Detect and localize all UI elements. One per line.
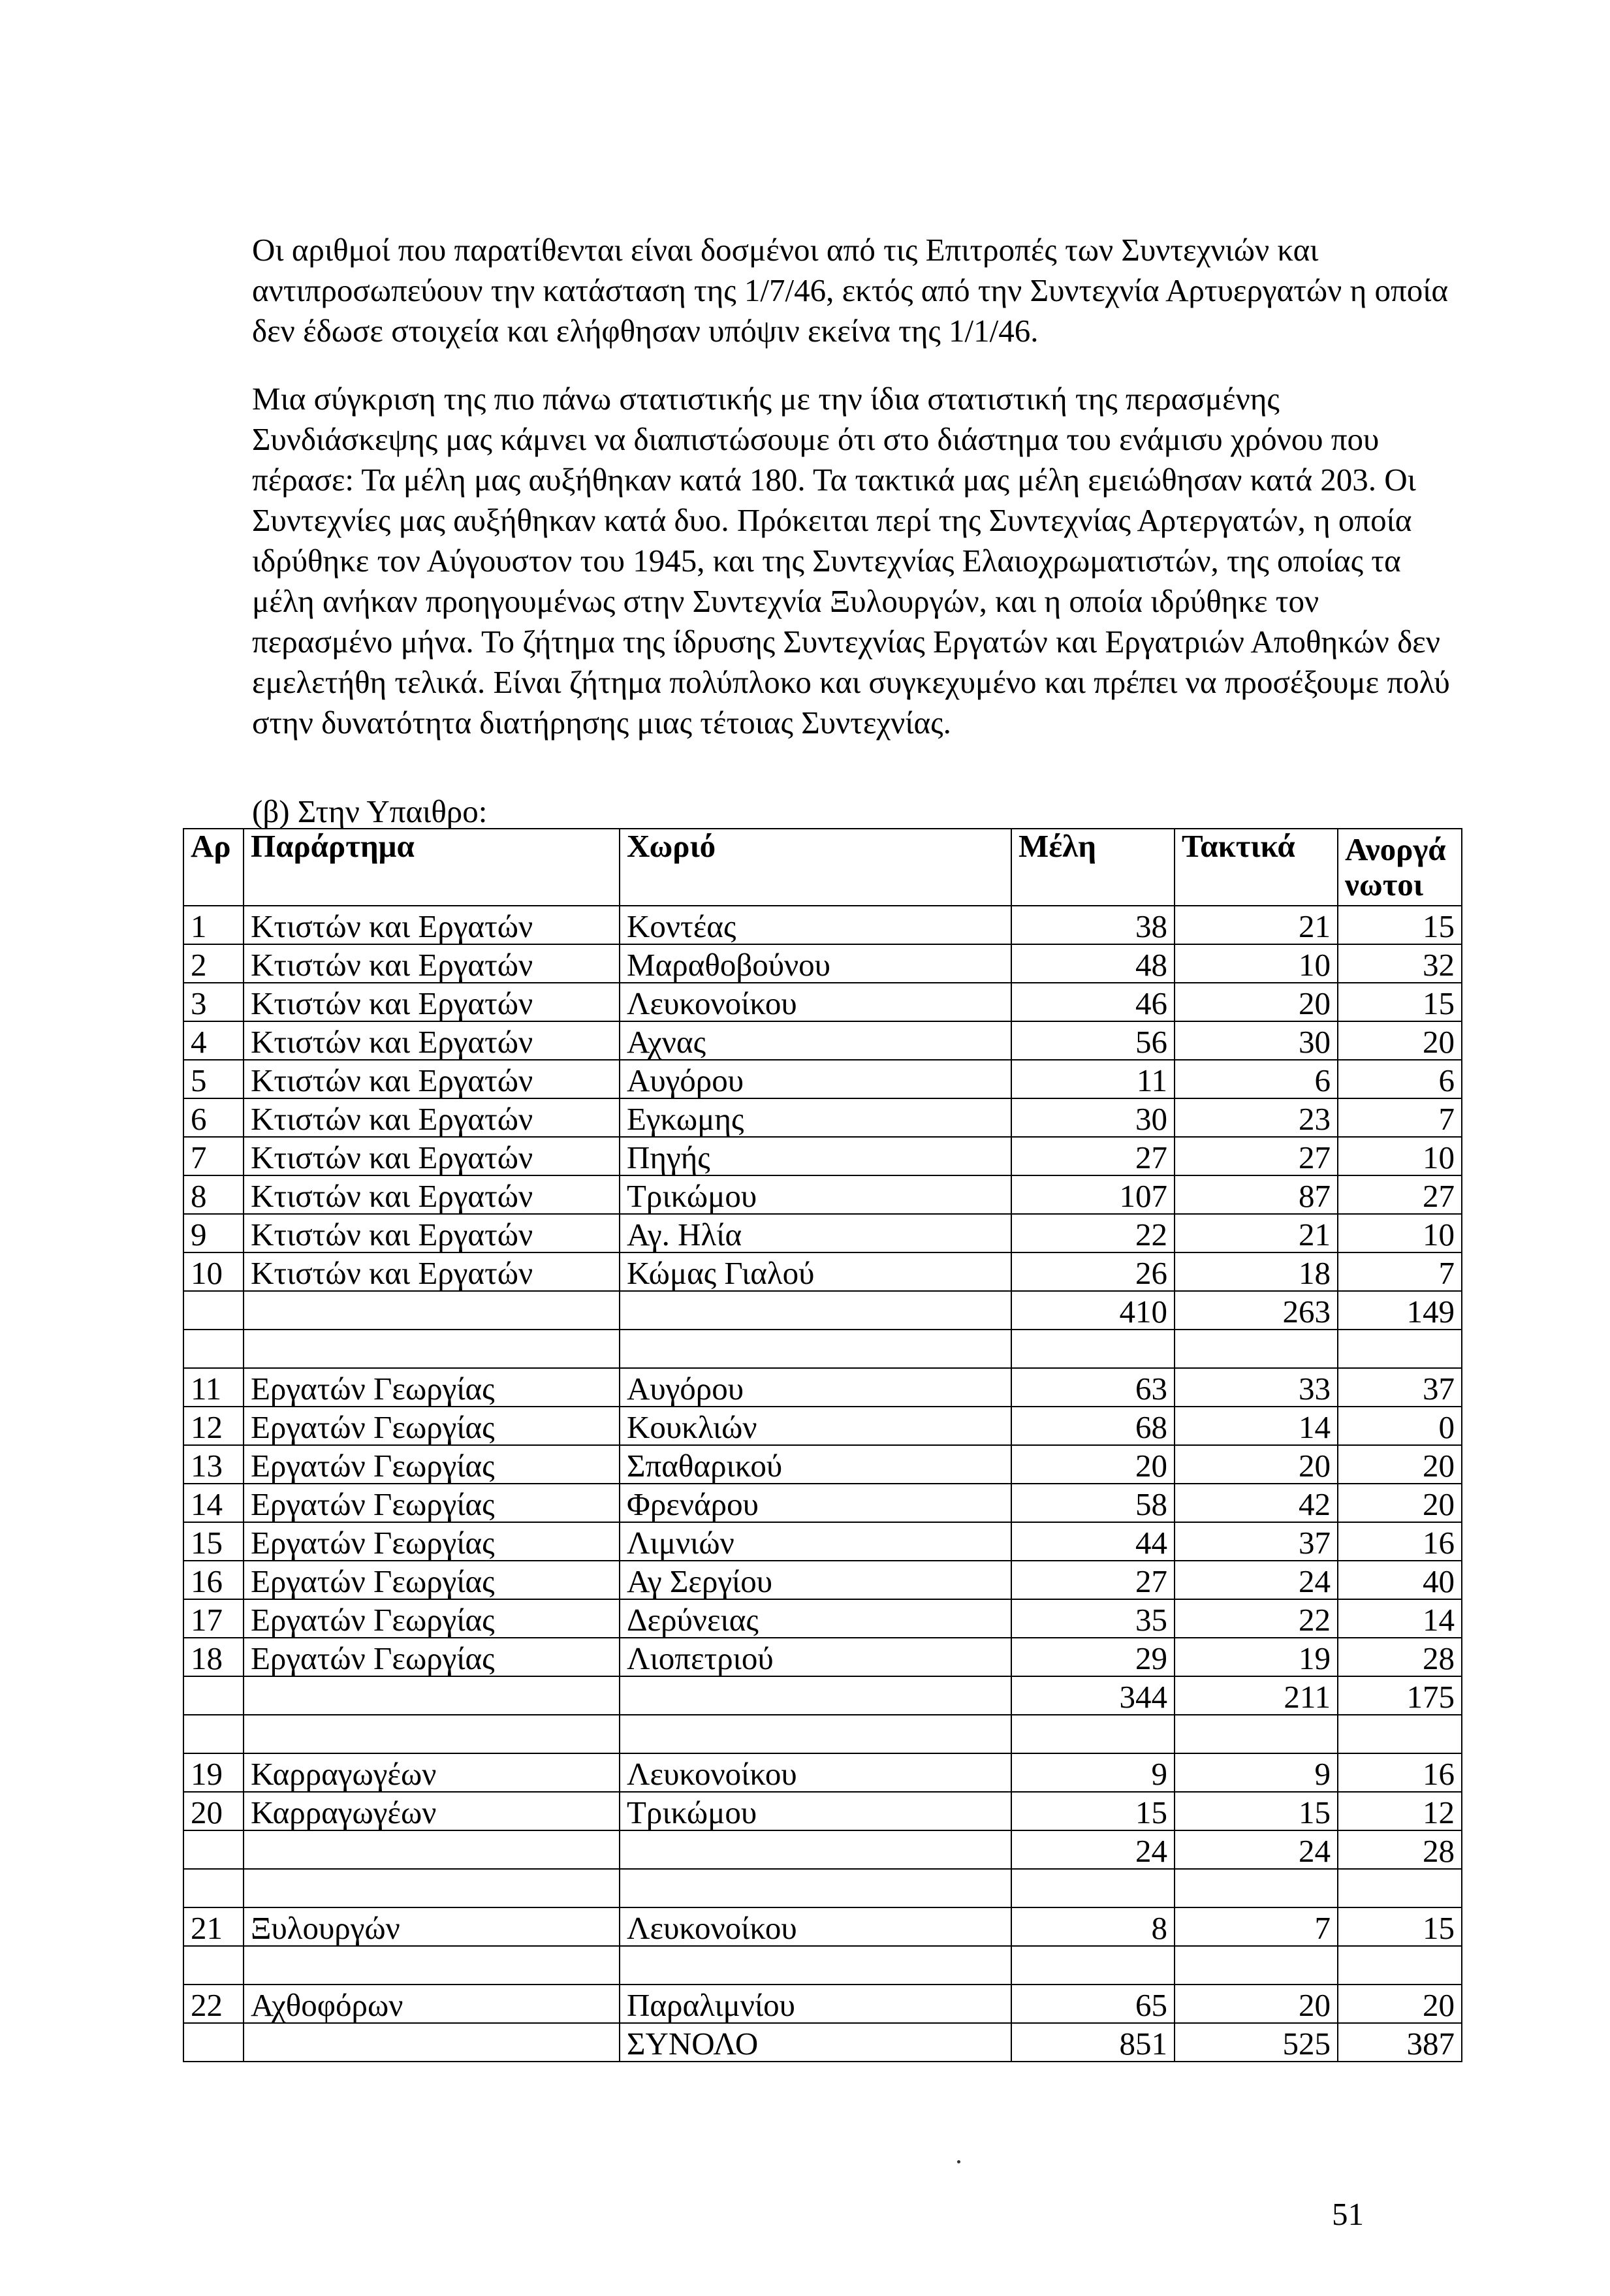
cell-members: 107 bbox=[1011, 1175, 1175, 1214]
table-row bbox=[183, 1021, 1462, 1060]
cell-village: Παραλιμνίου bbox=[620, 1985, 1011, 2023]
cell-members: 48 bbox=[1011, 944, 1175, 983]
cell-unorganized: 14 bbox=[1338, 1599, 1462, 1638]
cell-unorganized bbox=[1338, 1869, 1462, 1907]
cell-unorganized: 0 bbox=[1338, 1407, 1462, 1445]
cell-branch: Κτιστών και Εργατών bbox=[244, 1175, 620, 1214]
cell-regular: 15 bbox=[1175, 1792, 1338, 1830]
cell-branch: Εργατών Γεωργίας bbox=[244, 1484, 620, 1522]
cell-village: ΣΥΝΟΛΟ bbox=[620, 2023, 1011, 2062]
table-row bbox=[183, 1330, 1462, 1368]
table-row bbox=[183, 1252, 1462, 1291]
cell-village: Λιμνιών bbox=[620, 1522, 1011, 1561]
cell-regular: 263 bbox=[1175, 1291, 1338, 1330]
cell-regular: 37 bbox=[1175, 1522, 1338, 1561]
cell-members: 46 bbox=[1011, 983, 1175, 1021]
header-branch: Παράρτημα bbox=[244, 829, 620, 906]
cell-village bbox=[620, 1869, 1011, 1907]
cell-village: Αγ Σεργίου bbox=[620, 1561, 1011, 1599]
cell-regular: 20 bbox=[1175, 1985, 1338, 2023]
cell-number bbox=[183, 1869, 244, 1907]
cell-members: 29 bbox=[1011, 1638, 1175, 1676]
cell-regular: 21 bbox=[1175, 1214, 1338, 1252]
cell-regular: 30 bbox=[1175, 1021, 1338, 1060]
cell-number bbox=[183, 1946, 244, 1985]
cell-number: 18 bbox=[183, 1638, 244, 1676]
cell-unorganized: 37 bbox=[1338, 1368, 1462, 1407]
cell-number: 13 bbox=[183, 1445, 244, 1484]
cell-village: Κουκλιών bbox=[620, 1407, 1011, 1445]
cell-regular: 18 bbox=[1175, 1252, 1338, 1291]
cell-branch bbox=[244, 1830, 620, 1869]
cell-number bbox=[183, 1291, 244, 1330]
cell-members: 65 bbox=[1011, 1985, 1175, 2023]
table-row bbox=[183, 1792, 1462, 1830]
cell-branch bbox=[244, 1291, 620, 1330]
cell-unorganized: 175 bbox=[1338, 1676, 1462, 1715]
table-row bbox=[183, 1946, 1462, 1985]
cell-number: 21 bbox=[183, 1907, 244, 1946]
cell-number bbox=[183, 1676, 244, 1715]
cell-members: 30 bbox=[1011, 1098, 1175, 1137]
cell-branch: Καρραγωγέων bbox=[244, 1792, 620, 1830]
cell-number: 17 bbox=[183, 1599, 244, 1638]
cell-members: 15 bbox=[1011, 1792, 1175, 1830]
cell-members: 851 bbox=[1011, 2023, 1175, 2062]
table-row bbox=[183, 1985, 1462, 2023]
table-row bbox=[183, 906, 1462, 944]
cell-members: 27 bbox=[1011, 1137, 1175, 1175]
table-row bbox=[183, 1445, 1462, 1484]
cell-village: Αυγόρου bbox=[620, 1368, 1011, 1407]
cell-regular: 87 bbox=[1175, 1175, 1338, 1214]
cell-regular: 19 bbox=[1175, 1638, 1338, 1676]
cell-branch: Κτιστών και Εργατών bbox=[244, 1137, 620, 1175]
table-row bbox=[183, 1599, 1462, 1638]
header-number: Αρ bbox=[183, 829, 244, 906]
cell-members: 26 bbox=[1011, 1252, 1175, 1291]
cell-village: Εγκωμης bbox=[620, 1098, 1011, 1137]
table-row bbox=[183, 1638, 1462, 1676]
cell-members: 11 bbox=[1011, 1060, 1175, 1098]
table-row bbox=[183, 1484, 1462, 1522]
cell-branch: Εργατών Γεωργίας bbox=[244, 1407, 620, 1445]
cell-regular: 7 bbox=[1175, 1907, 1338, 1946]
cell-village: Λευκονοίκου bbox=[620, 1907, 1011, 1946]
table-row bbox=[183, 1676, 1462, 1715]
cell-number: 7 bbox=[183, 1137, 244, 1175]
cell-unorganized: 7 bbox=[1338, 1252, 1462, 1291]
cell-branch: Καρραγωγέων bbox=[244, 1753, 620, 1792]
cell-branch: Ξυλουργών bbox=[244, 1907, 620, 1946]
cell-unorganized: 20 bbox=[1338, 1021, 1462, 1060]
cell-branch: Κτιστών και Εργατών bbox=[244, 1252, 620, 1291]
cell-village: Αυγόρου bbox=[620, 1060, 1011, 1098]
cell-village: Πηγής bbox=[620, 1137, 1011, 1175]
cell-number: 1 bbox=[183, 906, 244, 944]
cell-branch bbox=[244, 1715, 620, 1753]
cell-regular bbox=[1175, 1869, 1338, 1907]
cell-branch bbox=[244, 1676, 620, 1715]
cell-regular: 22 bbox=[1175, 1599, 1338, 1638]
cell-number bbox=[183, 1715, 244, 1753]
cell-unorganized: 15 bbox=[1338, 1907, 1462, 1946]
table-row bbox=[183, 1561, 1462, 1599]
cell-regular: 10 bbox=[1175, 944, 1338, 983]
cell-number: 14 bbox=[183, 1484, 244, 1522]
table-row bbox=[183, 1137, 1462, 1175]
cell-members: 410 bbox=[1011, 1291, 1175, 1330]
table-row bbox=[183, 1060, 1462, 1098]
table-row bbox=[183, 944, 1462, 983]
cell-members bbox=[1011, 1946, 1175, 1985]
branches-table bbox=[183, 828, 1462, 2062]
cell-village: Λευκονοίκου bbox=[620, 983, 1011, 1021]
cell-regular: 20 bbox=[1175, 983, 1338, 1021]
cell-members: 63 bbox=[1011, 1368, 1175, 1407]
cell-branch: Εργατών Γεωργίας bbox=[244, 1561, 620, 1599]
cell-unorganized: 32 bbox=[1338, 944, 1462, 983]
cell-members: 56 bbox=[1011, 1021, 1175, 1060]
cell-unorganized: 10 bbox=[1338, 1137, 1462, 1175]
cell-number bbox=[183, 2023, 244, 2062]
cell-number: 3 bbox=[183, 983, 244, 1021]
table-row bbox=[183, 1753, 1462, 1792]
table-row bbox=[183, 1175, 1462, 1214]
cell-number: 20 bbox=[183, 1792, 244, 1830]
cell-village bbox=[620, 1715, 1011, 1753]
cell-village: Μαραθοβούνου bbox=[620, 944, 1011, 983]
cell-village: Σπαθαρικού bbox=[620, 1445, 1011, 1484]
cell-regular bbox=[1175, 1715, 1338, 1753]
cell-members: 9 bbox=[1011, 1753, 1175, 1792]
cell-village: Λιοπετριού bbox=[620, 1638, 1011, 1676]
cell-village: Κοντέας bbox=[620, 906, 1011, 944]
table-row bbox=[183, 1407, 1462, 1445]
table-row bbox=[183, 1907, 1462, 1946]
cell-members: 24 bbox=[1011, 1830, 1175, 1869]
cell-unorganized: 387 bbox=[1338, 2023, 1462, 2062]
table-row bbox=[183, 2023, 1462, 2062]
cell-regular: 42 bbox=[1175, 1484, 1338, 1522]
cell-number: 22 bbox=[183, 1985, 244, 2023]
cell-unorganized: 28 bbox=[1338, 1638, 1462, 1676]
cell-number: 11 bbox=[183, 1368, 244, 1407]
section-subheading: (β) Στην Υπαιθρο: bbox=[252, 793, 488, 829]
cell-regular: 21 bbox=[1175, 906, 1338, 944]
cell-branch bbox=[244, 1869, 620, 1907]
cell-number bbox=[183, 1830, 244, 1869]
cell-unorganized: 6 bbox=[1338, 1060, 1462, 1098]
table-row bbox=[183, 1214, 1462, 1252]
cell-branch: Αχθοφόρων bbox=[244, 1985, 620, 2023]
cell-village: Λευκονοίκου bbox=[620, 1753, 1011, 1792]
cell-members: 344 bbox=[1011, 1676, 1175, 1715]
cell-regular bbox=[1175, 1946, 1338, 1985]
header-village: Χωριό bbox=[620, 829, 1011, 906]
cell-members: 58 bbox=[1011, 1484, 1175, 1522]
header-unorganized: Ανοργά νωτοι bbox=[1338, 829, 1462, 906]
cell-branch: Εργατών Γεωργίας bbox=[244, 1638, 620, 1676]
cell-number: 8 bbox=[183, 1175, 244, 1214]
cell-branch: Εργατών Γεωργίας bbox=[244, 1522, 620, 1561]
cell-regular: 23 bbox=[1175, 1098, 1338, 1137]
cell-village: Αγ. Ηλία bbox=[620, 1214, 1011, 1252]
cell-members: 27 bbox=[1011, 1561, 1175, 1599]
cell-regular: 14 bbox=[1175, 1407, 1338, 1445]
cell-unorganized: 15 bbox=[1338, 983, 1462, 1021]
cell-members: 35 bbox=[1011, 1599, 1175, 1638]
intro-paragraph: Οι αριθμοί που παρατίθενται είναι δοσμένοι από τις Επιτροπές των Συντεχνιών και αντιπροσωπεύουν την κατάσταση της 1/7/46, εκτός από την Συντεχνία Αρτυεργατών η οποία δεν έδωσε στοιχεία και ελήφθησαν υπόψιν εκείνα της 1/1/46. bbox=[252, 232, 1449, 349]
cell-number: 19 bbox=[183, 1753, 244, 1792]
cell-branch bbox=[244, 1946, 620, 1985]
cell-regular: 6 bbox=[1175, 1060, 1338, 1098]
cell-unorganized bbox=[1338, 1330, 1462, 1368]
cell-branch: Κτιστών και Εργατών bbox=[244, 1098, 620, 1137]
table-row bbox=[183, 1830, 1462, 1869]
cell-number: 4 bbox=[183, 1021, 244, 1060]
cell-number: 15 bbox=[183, 1522, 244, 1561]
cell-unorganized: 16 bbox=[1338, 1753, 1462, 1792]
table-header-row bbox=[183, 829, 1462, 906]
table-row bbox=[183, 1869, 1462, 1907]
cell-village: Τρικώμου bbox=[620, 1792, 1011, 1830]
cell-branch: Κτιστών και Εργατών bbox=[244, 1214, 620, 1252]
cell-number: 16 bbox=[183, 1561, 244, 1599]
cell-number bbox=[183, 1330, 244, 1368]
cell-village: Φρενάρου bbox=[620, 1484, 1011, 1522]
cell-members: 44 bbox=[1011, 1522, 1175, 1561]
stray-dot bbox=[957, 2160, 960, 2163]
cell-regular: 33 bbox=[1175, 1368, 1338, 1407]
table-row bbox=[183, 983, 1462, 1021]
cell-members bbox=[1011, 1330, 1175, 1368]
cell-unorganized: 27 bbox=[1338, 1175, 1462, 1214]
cell-unorganized: 10 bbox=[1338, 1214, 1462, 1252]
cell-unorganized: 16 bbox=[1338, 1522, 1462, 1561]
cell-unorganized: 28 bbox=[1338, 1830, 1462, 1869]
cell-village bbox=[620, 1676, 1011, 1715]
cell-branch: Κτιστών και Εργατών bbox=[244, 1021, 620, 1060]
cell-regular: 24 bbox=[1175, 1561, 1338, 1599]
cell-regular: 9 bbox=[1175, 1753, 1338, 1792]
header-members: Μέλη bbox=[1011, 829, 1175, 906]
cell-number: 10 bbox=[183, 1252, 244, 1291]
cell-regular: 20 bbox=[1175, 1445, 1338, 1484]
cell-unorganized: 149 bbox=[1338, 1291, 1462, 1330]
cell-unorganized: 12 bbox=[1338, 1792, 1462, 1830]
table-row bbox=[183, 1522, 1462, 1561]
cell-village bbox=[620, 1330, 1011, 1368]
cell-unorganized bbox=[1338, 1715, 1462, 1753]
cell-village: Τρικώμου bbox=[620, 1175, 1011, 1214]
cell-unorganized: 20 bbox=[1338, 1484, 1462, 1522]
cell-branch bbox=[244, 2023, 620, 2062]
cell-number: 9 bbox=[183, 1214, 244, 1252]
page-number: 51 bbox=[1332, 2196, 1364, 2232]
cell-unorganized: 15 bbox=[1338, 906, 1462, 944]
cell-members: 68 bbox=[1011, 1407, 1175, 1445]
table-row bbox=[183, 1098, 1462, 1137]
cell-members: 38 bbox=[1011, 906, 1175, 944]
cell-village bbox=[620, 1291, 1011, 1330]
cell-number: 5 bbox=[183, 1060, 244, 1098]
cell-unorganized: 20 bbox=[1338, 1445, 1462, 1484]
cell-members bbox=[1011, 1869, 1175, 1907]
cell-village bbox=[620, 1946, 1011, 1985]
cell-regular: 24 bbox=[1175, 1830, 1338, 1869]
cell-unorganized bbox=[1338, 1946, 1462, 1985]
header-regular: Τακτικά bbox=[1175, 829, 1338, 906]
cell-members: 20 bbox=[1011, 1445, 1175, 1484]
cell-branch: Εργατών Γεωργίας bbox=[244, 1368, 620, 1407]
cell-members bbox=[1011, 1715, 1175, 1753]
comparison-paragraph: Μια σύγκριση της πιο πάνω στατιστικής με την ίδια στατιστική της περασμένης Συνδιάσκεψης μας κάμνει να διαπιστώσουμε ότι στο διάστημα του ενάμισυ χρόνου που πέρασε: Τα μέλη μας αυξήθηκαν κατά 180. Τα τακτικά μας μέλη εμειώθησαν κατά 203. Οι Συντεχνίες μας αυξήθηκαν κατά δυο. Πρόκειται περί της Συντεχνίας Αρτεργατών, η οποία ιδρύθηκε τον Αύγουστον του 1945, και της Συντεχνίας Ελαιοχρωματιστών, της οποίας τα μέλη ανήκαν προηγουμένως στην Συντεχνία Ξυλουργών, και η οποία ιδρύθηκε τον περασμένο μήνα. Το ζήτημα της ίδρυσης Συντεχνίας Εργατών και Εργατριών Αποθηκών δεν εμελετήθη τελικά. Είναι ζήτημα πολύπλοκο και συγκεχυμένο και πρέπει να προσέξουμε πολύ στην δυνατότητα διατήρησης μιας τέτοιας Συντεχνίας. bbox=[252, 381, 1450, 741]
cell-unorganized: 7 bbox=[1338, 1098, 1462, 1137]
cell-regular: 525 bbox=[1175, 2023, 1338, 2062]
cell-branch: Εργατών Γεωργίας bbox=[244, 1599, 620, 1638]
cell-number: 2 bbox=[183, 944, 244, 983]
cell-branch: Κτιστών και Εργατών bbox=[244, 906, 620, 944]
cell-branch: Εργατών Γεωργίας bbox=[244, 1445, 620, 1484]
cell-village: Αχνας bbox=[620, 1021, 1011, 1060]
cell-members: 22 bbox=[1011, 1214, 1175, 1252]
cell-regular: 27 bbox=[1175, 1137, 1338, 1175]
cell-number: 6 bbox=[183, 1098, 244, 1137]
cell-unorganized: 40 bbox=[1338, 1561, 1462, 1599]
cell-unorganized: 20 bbox=[1338, 1985, 1462, 2023]
cell-regular bbox=[1175, 1330, 1338, 1368]
cell-branch: Κτιστών και Εργατών bbox=[244, 983, 620, 1021]
table-row bbox=[183, 1715, 1462, 1753]
cell-village bbox=[620, 1830, 1011, 1869]
cell-village: Δερύνειας bbox=[620, 1599, 1011, 1638]
table-row bbox=[183, 1368, 1462, 1407]
cell-members: 8 bbox=[1011, 1907, 1175, 1946]
cell-number: 12 bbox=[183, 1407, 244, 1445]
cell-regular: 211 bbox=[1175, 1676, 1338, 1715]
cell-village: Κώμας Γιαλού bbox=[620, 1252, 1011, 1291]
cell-branch: Κτιστών και Εργατών bbox=[244, 944, 620, 983]
table-row bbox=[183, 1291, 1462, 1330]
cell-branch: Κτιστών και Εργατών bbox=[244, 1060, 620, 1098]
cell-branch bbox=[244, 1330, 620, 1368]
